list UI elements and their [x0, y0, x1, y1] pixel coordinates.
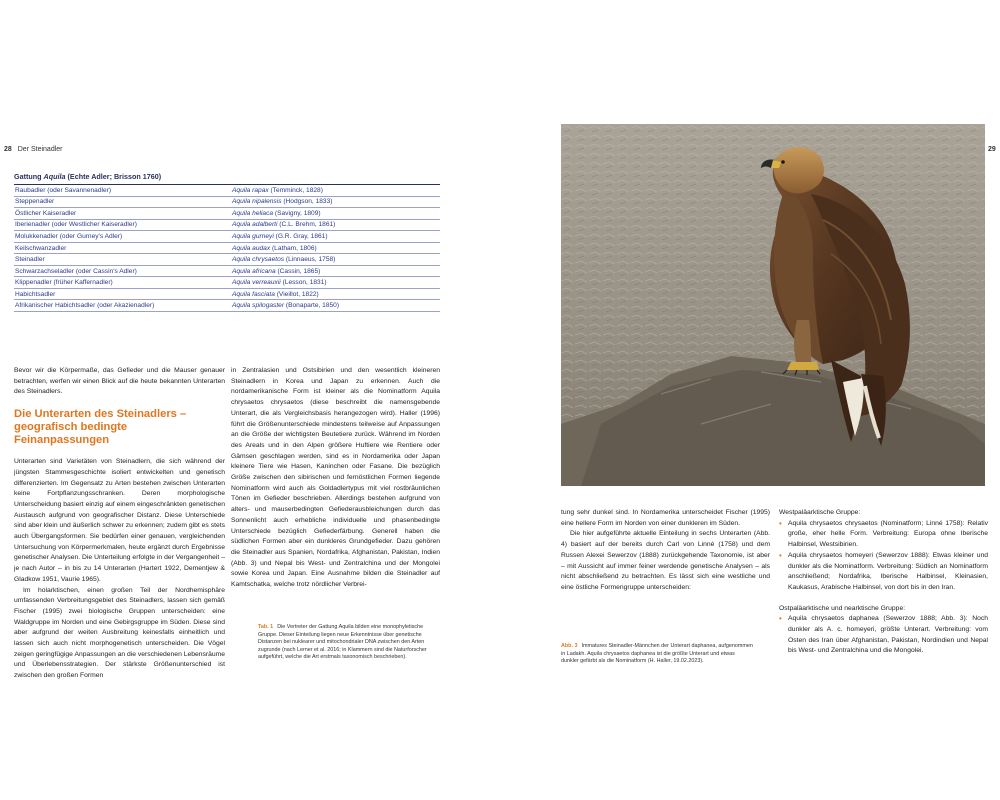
authority: (Cassin, 1865): [275, 267, 321, 275]
table-row: [14, 196, 440, 208]
table-row: [14, 288, 440, 300]
text-column-4: [779, 508, 988, 657]
table-row: [14, 254, 440, 266]
group-title: Westpaläarktische Gruppe:: [779, 509, 861, 516]
caption-text: Immatures Steinadler-Männchen der Unterart daphanea, aufgenommen in Ladakh. Aquila chrysaetos daphanea ist die größte Unterart und etwas dunkler gefärbt als die Nominatform (H. Haller, 19.02.2023).: [561, 643, 753, 665]
genus-species: Aquila spilogaster: [232, 302, 285, 310]
genus-species: Aquila verreauxii: [232, 279, 281, 287]
authority: (Latham, 1806): [270, 244, 317, 252]
genus-species: Aquila nipalensis: [232, 198, 282, 206]
scientific-name: [231, 208, 440, 220]
scientific-name: [231, 231, 440, 243]
paragraph: Im holarktischen, einen großen Teil der Nordhemisphäre umfassenden Verbreitungsgebiet des Steinadlers, lassen sich gemäß Fischer (1995) zwei biologische Gruppen unterscheiden: eine Waldgruppe im Norden und eine Gebirgsgruppe im Süden. Diese sind aber aufgrund der weiten Ausbreitung keinesfalls einheitlich und lassen sich auch nicht morphogenetisch unterscheiden. Die Vögel zeigen geringfügige Anpassungen an die verschiedenen Lebensräume und Überlebensstrategien. Der stärkste Größenunterschied ist zwischen den großen Formen: [14, 586, 225, 680]
authority: (Hodgson, 1833): [281, 198, 333, 206]
scientific-name: [231, 242, 440, 254]
table-row: [14, 300, 440, 312]
subspecies-item: • Aquila chrysaetos daphanea (Sewerzov 1888; Abb. 3): Noch dunkler als A. c. homeyeri, größte Unterart. Verbreitung: vom Osten des Iran über Afghanistan, Pakistan, Nordindien und Nepal bis West- und Zentralchina und die Mongolei.: [779, 614, 988, 657]
scientific-name: [231, 265, 440, 277]
paragraph: in Zentralasien und Ostsibirien und den wesentlich kleineren Steinadlern in Korea und Japan zu erkennen. Auch die nordamerikanische Form ist kleiner als die Nominatform Aquila chrysaetos chrysaetos (diese beschreibt die namensgebende Unterart, die als Vergleichsbasis herangezogen wird). Haller (1996) führt die Größenunterschiede mindestens teilweise auf Anpassungen an die Größe der wichtigsten Beutetiere zurück. Während im Norden des Areals und in den Alpen größere Huftiere wie Rentiere oder Gämsen geschlagen werden, sind es in Nordamerika oder Japan kleinere Tiere wie Hasen, Kaninchen oder Fasane. Die bezüglich Größe zwischen den sibirischen und fernöstlichen Formen liegende Nominatform wird auch als Goldadlertypus mit viel rostbräunlichen Tönen im Gefieder beschrieben. Allerdings bestehen aufgrund von alters- und mauserbedingten Gefiederausbleichungen durch das Sonnenlicht auch erhebliche individuelle und phasenbedingte Unterschiede bezüglich Gefiederfärbung. Generell haben die südlichen Formen aber ein dunkleres Grundgefieder. Dazu gehören die Steinadler aus Spanien, Nordafrika, Afghanistan, Pakistan, Indien (Abb. 3) und Nepal bis West- und Zentralchina und der Mongolei sowie Korea und Japan. Eine Ausnahme bilden die Steinadler auf Kamtschatka, welche trotz nördlicher Verbrei-: [231, 367, 440, 589]
table-row: [14, 277, 440, 289]
right-page-number: 29: [988, 146, 996, 153]
table-row: [14, 242, 440, 254]
group-title: Ostpaläarktische und nearktische Gruppe:: [779, 604, 906, 612]
common-name: Raubadler (oder Savannenadler): [14, 185, 231, 196]
table-row: [14, 265, 440, 277]
table-row: [14, 231, 440, 243]
authority: (Lesson, 1831): [280, 279, 327, 287]
common-name: Klippenadler (früher Kaffernadler): [14, 277, 231, 289]
table-row: [14, 185, 440, 196]
left-page-header: [4, 146, 63, 153]
section-heading: Die Unterarten des Steinadlers – geografisch bedingte Feinanpassungen: [14, 408, 187, 447]
subspecies-item: • Aquila chrysaetos chrysaetos (Nominatform; Linné 1758): Relativ große, eher helle Form. Verbreitung: Europa ohne Iberische Halbinsel, Westsibirien.: [779, 519, 988, 551]
scientific-name: [231, 185, 440, 196]
scientific-name: [231, 277, 440, 289]
scientific-name: [231, 254, 440, 266]
paragraph: Die hier aufgeführte aktuelle Einteilung in sechs Unterarten (Abb. 4) basiert auf der bereits durch Carl von Linné (1758) und dem Russen Alexei Sewerzov (1888) zurückgehende Taxonomie, ist aber – mit Aussicht auf immer feiner werdende genetische Analysen – als nicht abschließend zu betrachten. Es lässt sich eine westliche und eine östliche Formengruppe unterscheiden:: [561, 530, 770, 591]
common-name: Afrikanischer Habichtsadler (oder Akazienadler): [14, 300, 231, 312]
genus-species: Aquila adalberti: [232, 221, 278, 229]
paragraph: tung sehr dunkel sind. In Nordamerika unterscheidet Fischer (1995) eine hellere Form im Norden von einer dunkleren im Süden.: [561, 509, 770, 527]
common-name: Steinadler: [14, 254, 231, 266]
caption-label: Abb. 3: [561, 643, 578, 649]
table-row: [14, 208, 440, 220]
subspecies-item: • Aquila chrysaetos homeyeri (Sewerzov 1888): Etwas kleiner und dunkler als die Nominatform. Verbreitung: Südlich an Nominatform anschließend; Nordafrika, Iberische Halbinsel, Kleinasien, Kaukasus, Arabische Halbinsel, von dort bis in den Iran.: [779, 551, 988, 594]
paragraph: Unterarten sind Varietäten von Steinadlern, die sich während der jüngsten Stammesgeschichte isoliert entwickelten und genetisch differenzierten. Im Gegensatz zu Arten bestehen zwischen Unterarten keine Fortpflanzungsschranken. Deren morphologische Unterscheidung basiert einzig auf einem eingeschränkten genetischen Austausch aufgrund von geografischer Distanz. Diese Unterschiede sind aber klein und äußerlich schwer zu erkennen; zudem gibt es stets auch Übergangsformen. Sie bedürfen einer genauen, vergleichenden Untersuchung von Körpermerkmalen, heute ergänzt durch Ergebnisse genetischer Analysen. Die Unterteilung erfolgte in der Vergangenheit – je nach Autor – in bis zu 14 Unterarten (Hartert 1922, Dementjew & Gladkow 1951, Vaurie 1965).: [14, 458, 225, 583]
common-name: Steppenadler: [14, 196, 231, 208]
intro-paragraph: Bevor wir die Körpermaße, das Gefieder und die Mauser genauer betrachten, werfen wir einen Blick auf die heute bekannten Unterarten des Steinadlers.: [14, 367, 225, 396]
authority: (Bonaparte, 1850): [284, 302, 340, 310]
table-row: [14, 219, 440, 231]
authority: (Savigny, 1809): [273, 209, 321, 217]
golden-eagle-photo: [561, 124, 985, 486]
scientific-name: [231, 288, 440, 300]
table-caption: [258, 624, 440, 662]
photo-caption: [561, 643, 753, 666]
genus-species: Aquila fasciata: [232, 290, 275, 298]
caption-text: Die Vertreter der Gattung Aquila bilden eine monophyletische Gruppe. Dieser Einteilung liegen neue Erkenntnisse über genetische Distanzen bei nuklearer und mitochondrialer DNA zwischen den Arten zugrunde (nach Lerner et al. 2016; in Klammern sind die Naturforscher aufgeführt, welche die Art erstmals taxonomisch beschrieben).: [258, 624, 427, 661]
common-name: Habichtsadler: [14, 288, 231, 300]
genus-species: Aquila rapax: [232, 186, 269, 194]
authority: (Temminck, 1828): [268, 186, 323, 194]
genus-species: Aquila gurneyi: [232, 232, 274, 240]
common-name: Östlicher Kaiseradler: [14, 208, 231, 220]
common-name: Keilschwanzadler: [14, 242, 231, 254]
common-name: Molukkenadler (oder Gurney's Adler): [14, 231, 231, 243]
text-column-1: [14, 366, 225, 682]
text-column-2: [231, 366, 440, 591]
left-page-number: 28: [4, 146, 12, 153]
genus-species: Aquila africana: [232, 267, 276, 275]
caption-label: Tab. 1: [258, 624, 274, 630]
scientific-name: [231, 219, 440, 231]
authority: (G.R. Gray, 1861): [273, 232, 328, 240]
scientific-name: [231, 196, 440, 208]
authority: (C.L. Brehm, 1861): [277, 221, 336, 229]
scientific-name: [231, 300, 440, 312]
genus-species: Aquila audax: [232, 244, 271, 252]
common-name: Iberienadler (oder Westlicher Kaiseradler): [14, 219, 231, 231]
genus-species: Aquila heliaca: [232, 209, 274, 217]
species-table-body: [14, 185, 440, 312]
genus-species: Aquila chrysaetos: [232, 256, 285, 264]
text-column-3: [561, 508, 770, 594]
authority: (Vieillot, 1822): [274, 290, 319, 298]
table-title: Gattung Aquila (Echte Adler; Brisson 1760): [14, 172, 440, 185]
species-table: [14, 172, 440, 312]
eagle-illustration: [561, 124, 985, 486]
running-title: Der Steinadler: [17, 146, 63, 153]
common-name: Schwarzachseladler (oder Cassin's Adler): [14, 265, 231, 277]
authority: (Linnaeus, 1758): [284, 256, 336, 264]
